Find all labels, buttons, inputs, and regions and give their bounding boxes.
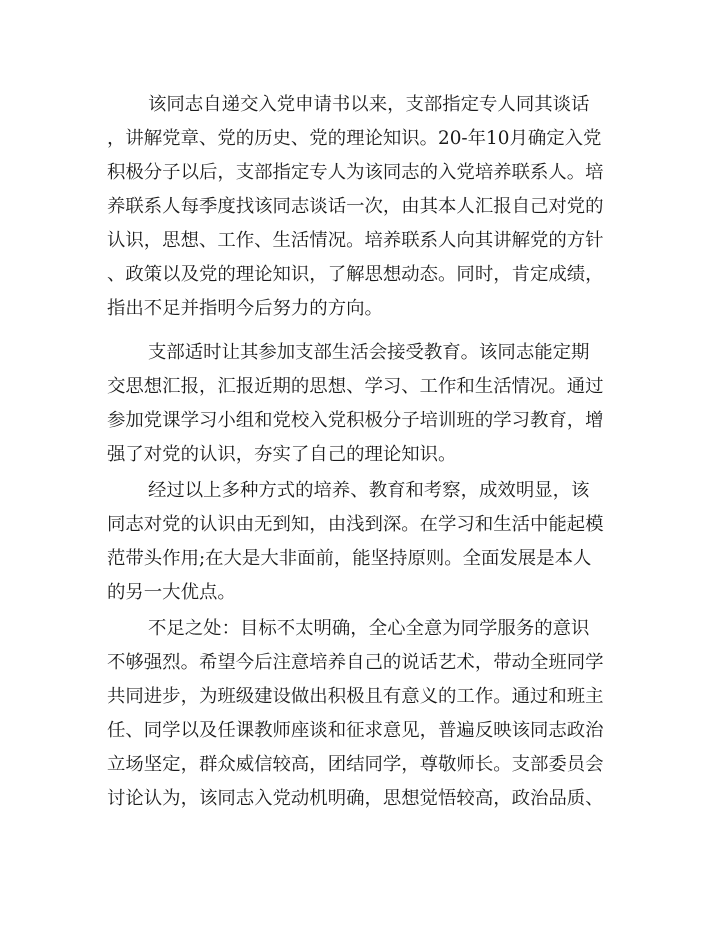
text-line: 积极分子以后，支部指定专人为该同志的入党培养联系人。培	[107, 162, 604, 183]
text-line: 认识，思想、工作、生活情况。培养联系人向其讲解党的方针	[107, 230, 604, 251]
text-line: 支部适时让其参加支部生活会接受教育。该同志能定期	[148, 342, 590, 363]
text-line: 同志对党的认识由无到知，由浅到深。在学习和生活中能起模	[107, 514, 604, 535]
text-line: 不足之处：目标不太明确，全心全意为同学服务的意识	[148, 618, 590, 639]
text-line: 指出不足并指明今后努力的方向。	[107, 298, 383, 319]
text-line: 讨论认为，该同志入党动机明确，思想觉悟较高，政治品质、	[107, 788, 604, 809]
text-line: 的另一大优点。	[107, 582, 236, 603]
text-line: 范带头作用;在大是大非面前，能坚持原则。全面发展是本人	[107, 548, 592, 569]
text-line: ，讲解党章、党的历史、党的理论知识。20-年10月确定入党	[107, 128, 602, 149]
text-line: 交思想汇报，汇报近期的思想、学习、工作和生活情况。通过	[107, 376, 604, 397]
text-line: 立场坚定，群众威信较高，团结同学，尊敬师长。支部委员会	[107, 754, 604, 775]
text-line: 、政策以及党的理论知识，了解思想动态。同时，肯定成绩，	[107, 264, 604, 285]
text-line: 经过以上多种方式的培养、教育和考察，成效明显，该	[148, 480, 590, 501]
text-line: 强了对党的认识，夯实了自己的理论知识。	[107, 444, 457, 465]
text-line: 养联系人每季度找该同志谈话一次，由其本人汇报自己对党的	[107, 196, 604, 217]
text-line: 共同进步，为班级建设做出积极且有意义的工作。通过和班主	[107, 686, 604, 707]
text-line: 参加党课学习小组和党校入党积极分子培训班的学习教育，增	[107, 410, 604, 431]
text-line: 不够强烈。希望今后注意培养自己的说话艺术，带动全班同学	[107, 652, 604, 673]
text-line: 任、同学以及任课教师座谈和征求意见，普遍反映该同志政治	[107, 720, 604, 741]
text-line: 该同志自递交入党申请书以来，支部指定专人同其谈话	[148, 94, 590, 115]
